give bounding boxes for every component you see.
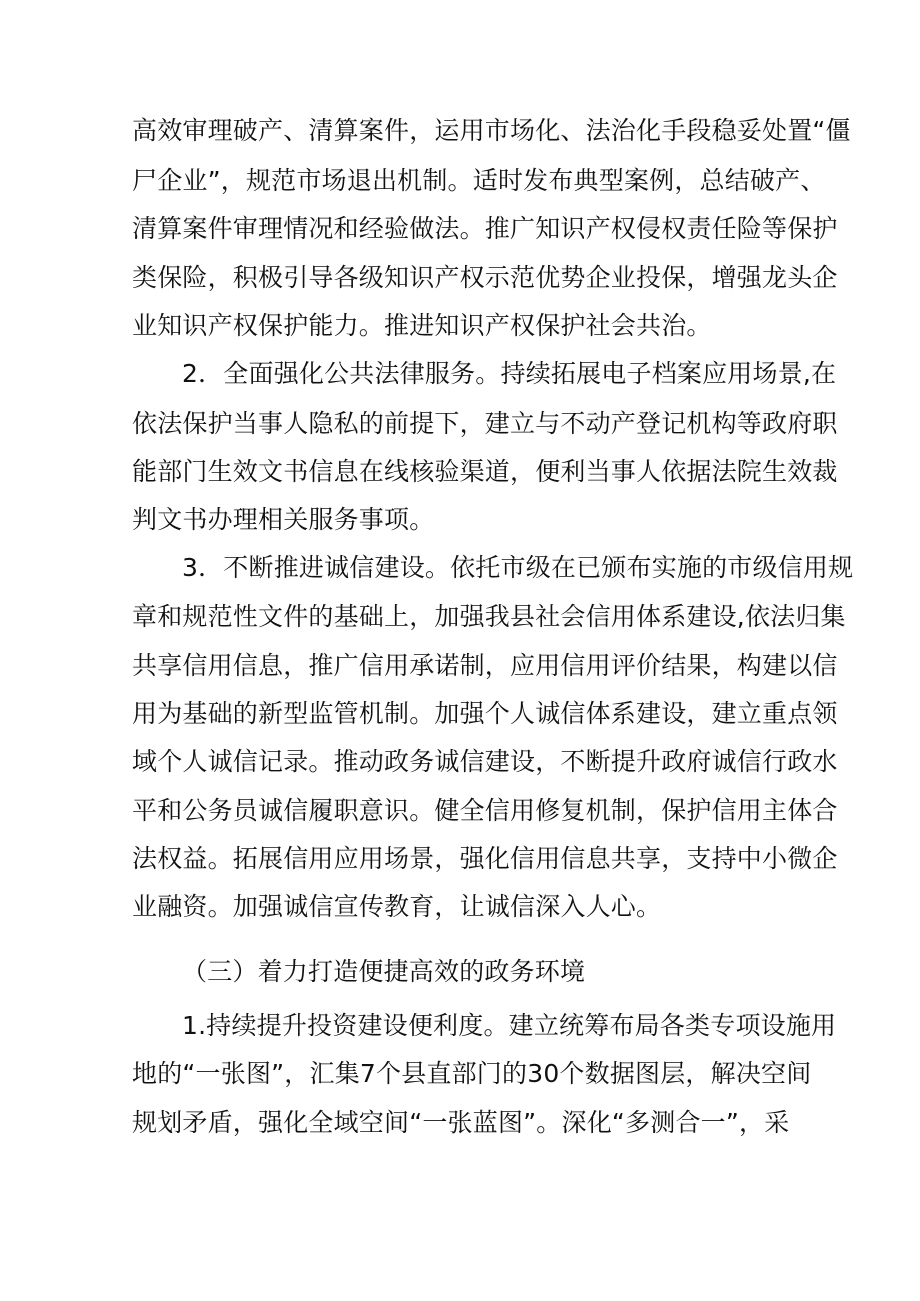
paragraph-3-line-6: 平和公务员诚信履职意识。健全信用修复机制，保护信用主体合 [132,796,838,825]
paragraph-3-line-4: 用为基础的新型监管机制。加强个人诚信体系建设，建立重点领 [132,699,838,728]
paragraph-1-line-5: 业知识产权保护能力。推进知识产权保护社会共治。 [132,311,712,340]
paragraph-1-line-1: 高效审理破产、清算案件，运用市场化、法治化手段稳妥处置“僵 [132,116,851,145]
paragraph-4-line-3: 规划矛盾，强化全域空间“一张蓝图”。深化“多测合一”，采 [132,1108,790,1137]
paragraph-2-line-1: 2．全面强化公共法律服务。持续拓展电子档案应用场景,在 [182,359,837,388]
paragraph-3-line-7: 法权益。拓展信用应用场景，强化信用信息共享，支持中小微企 [132,844,838,873]
paragraph-3-line-8: 业融资。加强诚信宣传教育，让诚信深入人心。 [132,892,662,921]
paragraph-4-line-1: 1.持续提升投资建设便利度。建立统筹布局各类专项设施用 [182,1011,837,1040]
paragraph-2-line-2: 依法保护当事人隐私的前提下，建立与不动产登记机构等政府职 [132,409,838,438]
paragraph-1-line-2: 尸企业”，规范市场退出机制。适时发布典型案例，总结破产、 [132,166,826,195]
paragraph-3-line-1: 3．不断推进诚信建设。依托市级在已颁布实施的市级信用规 [182,553,854,582]
paragraph-2-line-3: 能部门生效文书信息在线核验渠道，便利当事人依据法院生效裁 [132,457,838,486]
paragraph-4-line-2: 地的“一张图”，汇集7个县直部门的30个数据图层，解决空间 [132,1059,812,1088]
paragraph-2-line-4: 判文书办理相关服务事项。 [132,505,435,534]
section-heading: （三）着力打造便捷高效的政务环境 [182,957,586,986]
paragraph-3-line-2: 章和规范性文件的基础上，加强我县社会信用体系建设,依法归集 [132,602,846,631]
paragraph-3-line-5: 域个人诚信记录。推动政务诚信建设，不断提升政府诚信行政水 [132,747,838,776]
paragraph-1-line-3: 清算案件审理情况和经验做法。推广知识产权侵权责任险等保护 [132,214,838,243]
paragraph-1-line-4: 类保险，积极引导各级知识产权示范优势企业投保，增强龙头企 [132,263,838,292]
paragraph-3-line-3: 共享信用信息，推广信用承诺制，应用信用评价结果，构建以信 [132,651,838,680]
